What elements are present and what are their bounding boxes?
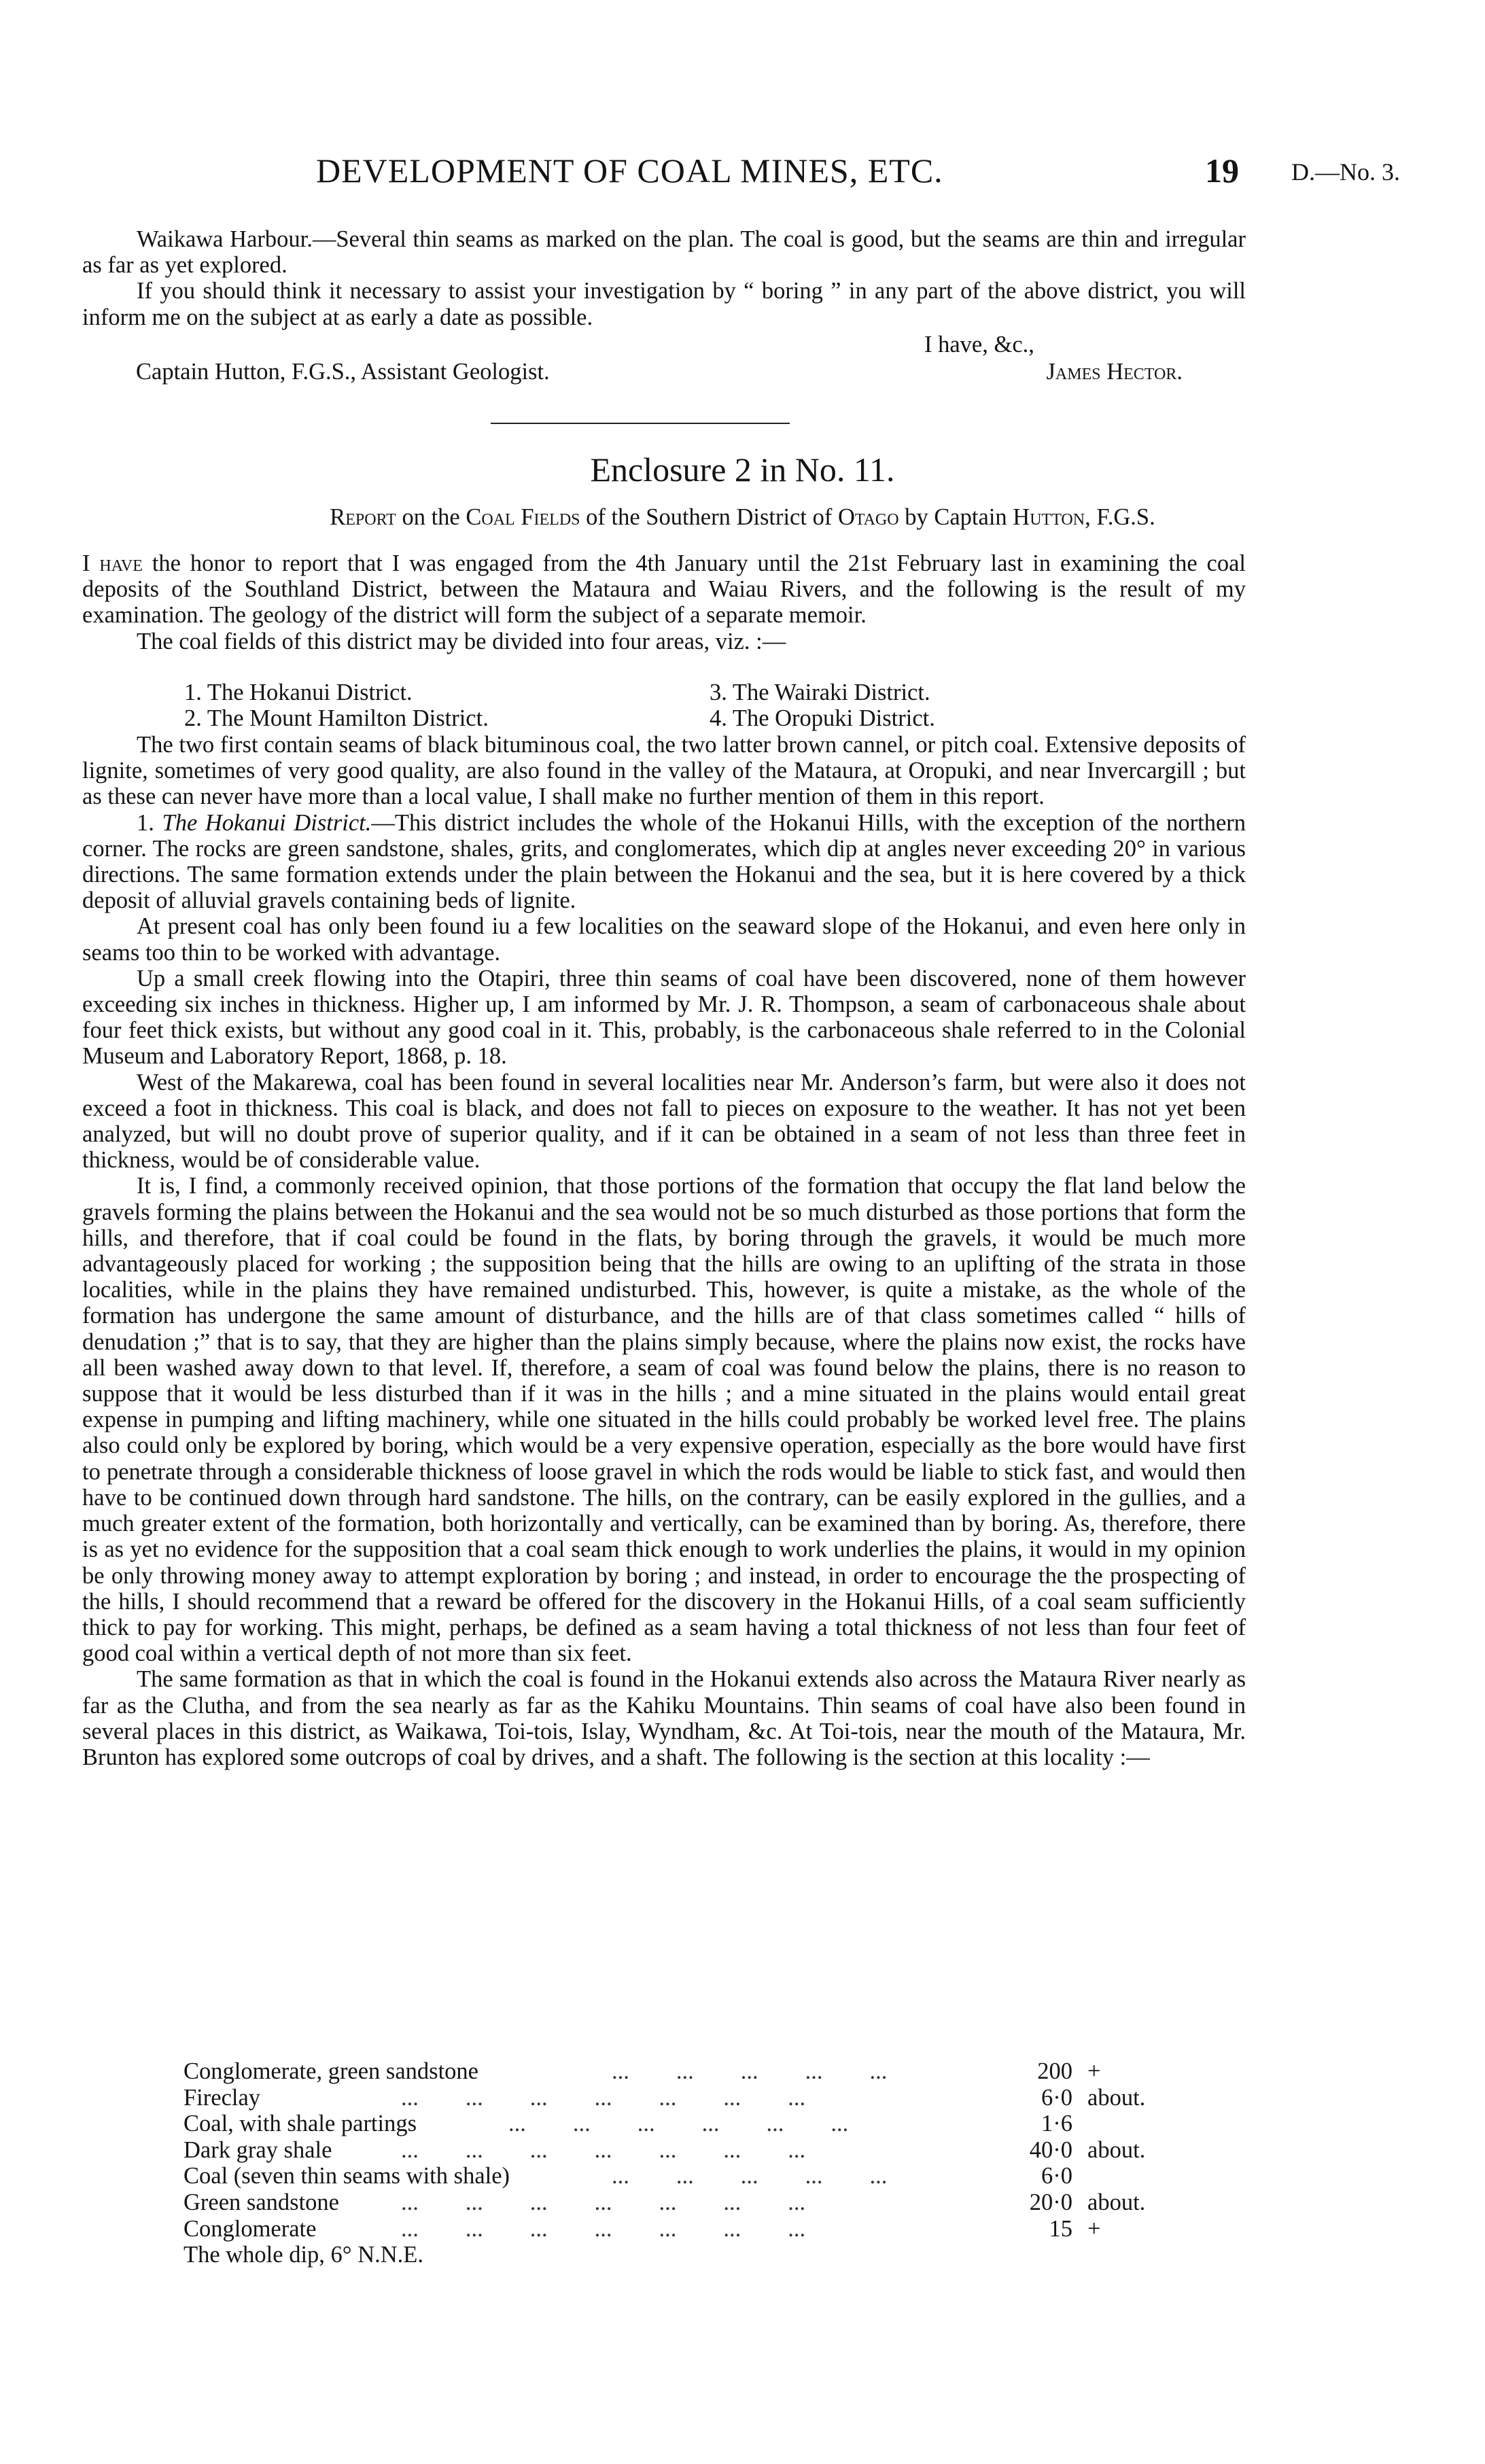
paragraph-intro bbox=[82, 550, 1246, 629]
report-title-report-word: Report bbox=[330, 504, 396, 530]
report-title-hutton: Hutton bbox=[1013, 504, 1085, 530]
table-row bbox=[184, 2189, 1203, 2216]
report-title-part: of the Southern District of bbox=[580, 504, 838, 530]
letter-addressee: Captain Hutton, F.G.S., Assistant Geologist. bbox=[136, 359, 550, 385]
paragraph-west-makarewa: West of the Makarewa, coal has been found in several localities near Mr. Anderson’s farm, but were also it does not exceed a foot in thickness. This coal is black, and does not fall to pieces on exposure to the weather. It has not yet been analyzed, but will no doubt prove of superior quality, and if it can be obtained in a seam of not less than three feet in thickness, would be of considerable value. bbox=[82, 1069, 1246, 1174]
table-cell-value: 20·0 bbox=[1029, 2189, 1072, 2215]
paragraph-two-first: The two first contain seams of black bituminous coal, the two latter brown cannel, or pitch coal. Extensive deposits of lignite, sometimes of very good quality, are also found in the valley of the Mataura, at Oropuki, and near Invercargill ; but as these can never have more than a local value, I shall make no further mention of them in this report. bbox=[82, 732, 1246, 810]
list-item: 3. The Wairaki District. bbox=[710, 680, 930, 705]
table-cell-unit: about. bbox=[1087, 2136, 1146, 2163]
intro-lead: I have bbox=[82, 550, 143, 576]
table-cell-label: Coal (seven thin seams with shale) bbox=[184, 2163, 510, 2189]
leader-dots: ... ... ... ... ... bbox=[612, 2058, 888, 2084]
leader-dots: ... ... ... ... ... bbox=[612, 2163, 888, 2189]
table-row bbox=[184, 2137, 1203, 2164]
table-row bbox=[184, 2216, 1203, 2242]
table-cell-unit: about. bbox=[1087, 2189, 1146, 2215]
report-title-otago: Otago bbox=[837, 504, 899, 530]
list-item: 1. The Hokanui District. bbox=[184, 680, 413, 705]
leader-dots: ... ... ... ... ... ... ... bbox=[401, 2136, 806, 2163]
table-row bbox=[184, 2085, 1203, 2111]
list-item: 4. The Oropuki District. bbox=[710, 705, 935, 732]
leader-dots: ... ... ... ... ... ... ... bbox=[401, 2215, 806, 2242]
intro-text: the honor to report that I was engaged from the 4th January until the 21st February last in examining the coal deposits of the Southland District, between the Mataura and Waiau Rivers, and the following is the result of my examination. The geology of the district will form the subject of a separate memoir. bbox=[82, 550, 1246, 629]
table-cell-value: 6·0 bbox=[1041, 2084, 1072, 2111]
leader-dots: ... ... ... ... ... ... bbox=[508, 2111, 849, 2137]
previous-letter bbox=[82, 226, 1246, 330]
report-title-part: , F.G.S. bbox=[1085, 504, 1155, 530]
hokanui-number: 1. bbox=[137, 809, 162, 836]
table-cell-value: 200 bbox=[1037, 2058, 1072, 2084]
report-title-coal-fields: Coal Fields bbox=[466, 504, 580, 530]
hokanui-text: —This district includes the whole of the Hokanui Hills, with the exception of the northern corner. The rocks are green sandstone, shales, grits, and conglomerates, which dip at angles never exceeding 20° in various directions. The same formation extends under the plain between the Hokanui and the sea, but it is here covered by a thick deposit of alluvial gravels containing beds of lignite. bbox=[82, 809, 1246, 914]
table-footnote-row bbox=[184, 2242, 1203, 2268]
hokanui-heading: The Hokanui District. bbox=[162, 809, 372, 836]
table-cell-label: Coal, with shale partings bbox=[184, 2111, 417, 2137]
paragraph-opinion: It is, I find, a commonly received opinion, that those portions of the formation that occupy the flat land below the gravels forming the plains between the Hokanui and the sea would not be so much disturbed as those portions that form the hills, and therefore, that if coal could be found in the flats, by boring through the gravels, it would be much more advantageously placed for working ; the supposition being that the hills are owing to an uplifting of the strata in those localities, while in the plains they have remained undisturbed. This, however, is quite a mistake, as the whole of the formation has undergone the same amount of disturbance, and the hills are of that class sometimes called “ hills of denudation ;” that is to say, that they are higher than the plains simply because, where the plains now exist, the rocks have all been washed away down to that level. If, therefore, a seam of coal was found below the plains, there is no reason to suppose that it would be less disturbed than if it was in the hills ; and a mine situated in the plains would entail great expense in pumping and lifting machinery, while one situated in the hills could probably be worked level free. The plains also could only be explored by boring, which would be a very expensive operation, especially as the bore would have first to penetrate through a considerable thickness of loose gravel in which the rods would be liable to stick fast, and would then have to be continued down through hard sandstone. The hills, on the contrary, can be easily explored in the gullies, and a much greater extent of the formation, both horizontally and vertically, can be examined than by boring. As, therefore, there is as yet no evidence for the supposition that a coal seam thick enough to work underlies the plains, it would in my opinion be only throwing money away to attempt exploration by boring ; and instead, in order to encourage the the prospecting of the hills, I should recommend that a reward be offered for the discovery in the Hokanui Hills, of a coal seam sufficiently thick to pay for working. This might, perhaps, be defined as a seam having a total thickness of not less than four feet of good coal within a vertical depth of not more than six feet. bbox=[82, 1173, 1246, 1667]
list-item: 2. The Mount Hamilton District. bbox=[184, 705, 489, 732]
paragraph-hokanui bbox=[82, 810, 1246, 914]
report-intro bbox=[82, 550, 1246, 654]
leader-dots: ... ... ... ... ... ... ... bbox=[401, 2189, 806, 2215]
list-row bbox=[82, 705, 1246, 731]
document-reference: D.—No. 3. bbox=[1291, 158, 1400, 186]
dip-note: The whole dip, 6° N.N.E. bbox=[184, 2242, 423, 2268]
list-row bbox=[82, 680, 1246, 705]
report-title bbox=[0, 504, 1485, 531]
table-row bbox=[184, 2058, 1203, 2085]
section-table bbox=[184, 2058, 1203, 2268]
enclosure-title: Enclosure 2 in No. 11. bbox=[590, 451, 895, 489]
table-cell-label: Fireclay bbox=[184, 2084, 261, 2111]
letter-signatory: James Hector. bbox=[1046, 359, 1183, 385]
table-cell-value: 6·0 bbox=[1041, 2163, 1072, 2189]
report-body bbox=[82, 732, 1246, 1770]
paragraph-at-present: At present coal has only been found iu a few localities on the seaward slope of the Hokanui, and even here only in seams too thin to be worked with advantage. bbox=[82, 913, 1246, 966]
table-cell-value: 15 bbox=[1049, 2215, 1072, 2242]
table-cell-unit: + bbox=[1087, 2215, 1101, 2242]
paragraph-boring: If you should think it necessary to assist your investigation by “ boring ” in any part of the above district, you will inform me on the subject at as early a date as possible. bbox=[82, 278, 1246, 330]
leader-dots: ... ... ... ... ... ... ... bbox=[401, 2084, 806, 2111]
table-cell-unit: about. bbox=[1087, 2084, 1146, 2111]
table-cell-label: Conglomerate bbox=[184, 2215, 317, 2242]
table-row bbox=[184, 2163, 1203, 2189]
page-number: 19 bbox=[1205, 152, 1239, 190]
paragraph-same-formation: The same formation as that in which the coal is found in the Hokanui extends also across the Mataura River nearly as far as the Clutha, and from the sea nearly as far as the Kahiku Mountains. Thin seams of coal have also been found in several places in this district, as Waikawa, Toi-tois, Islay, Wyndham, &c. At Toi-tois, near the mouth of the Mataura, Mr. Brunton has explored some outcrops of coal by drives, and a shaft. The following is the section at this locality :— bbox=[82, 1666, 1246, 1770]
table-cell-value: 40·0 bbox=[1029, 2136, 1072, 2163]
table-cell-label: Green sandstone bbox=[184, 2189, 339, 2215]
running-header-title: DEVELOPMENT OF COAL MINES, ETC. bbox=[316, 152, 943, 190]
table-cell-label: Dark gray shale bbox=[184, 2136, 332, 2163]
section-divider bbox=[491, 423, 790, 424]
table-cell-label: Conglomerate, green sandstone bbox=[184, 2058, 478, 2084]
table-row bbox=[184, 2111, 1203, 2137]
table-cell-unit: + bbox=[1087, 2058, 1101, 2084]
paragraph-up-creek: Up a small creek flowing into the Otapiri, three thin seams of coal have been discovered, none of them however exceeding six inches in thickness. Higher up, I am informed by Mr. J. R. Thompson, a seam of carbonaceous shale about four feet thick exists, but without any good coal in it. This, probably, is the carbonaceous shale referred to in the Colonial Museum and Laboratory Report, 1868, p. 18. bbox=[82, 965, 1246, 1070]
letter-closing: I have, &c., bbox=[924, 332, 1034, 357]
report-title-part: by Captain bbox=[898, 504, 1013, 530]
report-title-part: on the bbox=[396, 504, 466, 530]
table-cell-value: 1·6 bbox=[1041, 2111, 1072, 2137]
district-list bbox=[82, 680, 1246, 731]
paragraph-waikawa: Waikawa Harbour.—Several thin seams as marked on the plan. The coal is good, but the seams are thin and irregular as far as yet explored. bbox=[82, 226, 1246, 279]
paragraph-areas-intro: The coal fields of this district may be divided into four areas, viz. :— bbox=[137, 628, 786, 654]
